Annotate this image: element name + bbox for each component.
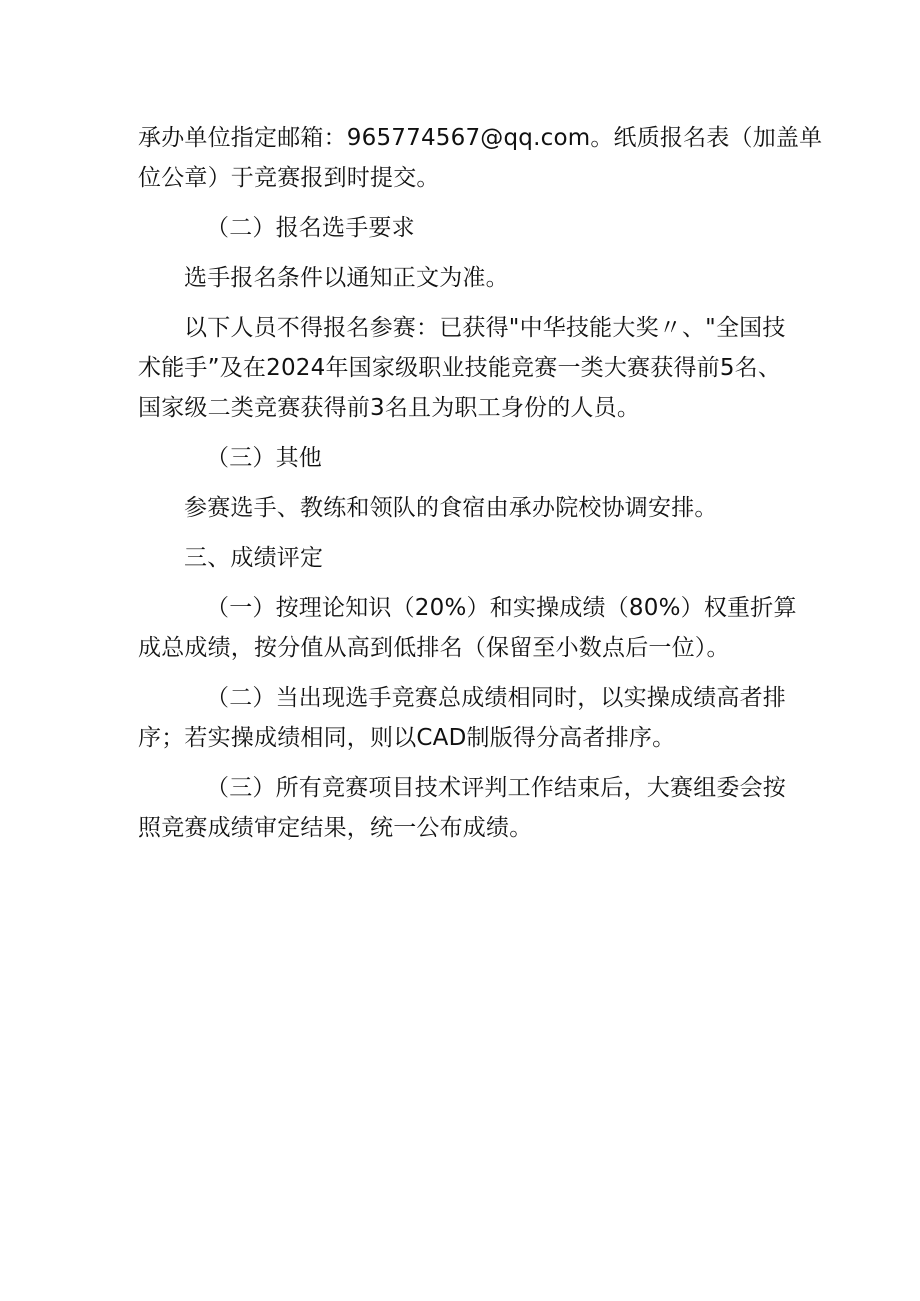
paragraph-line: 国家级二类竞赛获得前3名且为职工身份的人员。 — [138, 395, 641, 421]
paragraph-line: 成总成绩，按分值从高到低排名（保留至小数点后一位）。 — [138, 635, 730, 661]
section-heading: （二）报名选手要求 — [206, 215, 415, 241]
paragraph-line: （三）所有竞赛项目技术评判工作结束后，大赛组委会按 — [206, 775, 786, 801]
document-page — [138, 118, 823, 848]
section-heading: （三）其他 — [206, 445, 322, 471]
paragraph-line: 照竞赛成绩审定结果，统一公布成绩。 — [138, 815, 533, 841]
paragraph-line: 选手报名条件以通知正文为准。 — [184, 265, 509, 291]
paragraph-line: 承办单位指定邮箱：965774567@qq.com。纸质报名表（加盖单 — [138, 125, 823, 151]
paragraph-line: 序；若实操成绩相同，则以CAD制版得分高者排序。 — [138, 725, 676, 751]
chapter-heading: 三、成绩评定 — [184, 545, 324, 571]
paragraph-line: 以下人员不得报名参赛：已获得"中华技能大奖〃、"全国技 — [184, 315, 786, 341]
paragraph-line: 参赛选手、教练和领队的食宿由承办院校协调安排。 — [184, 495, 718, 521]
paragraph-line: 术能手”及在2024年国家级职业技能竞赛一类大赛获得前5名、 — [138, 355, 782, 381]
paragraph-line: （一）按理论知识（20%）和实操成绩（80%）权重折算 — [206, 595, 797, 621]
paragraph-line: （二）当出现选手竞赛总成绩相同时，以实操成绩高者排 — [206, 685, 786, 711]
paragraph-line: 位公章）于竞赛报到时提交。 — [138, 165, 440, 191]
